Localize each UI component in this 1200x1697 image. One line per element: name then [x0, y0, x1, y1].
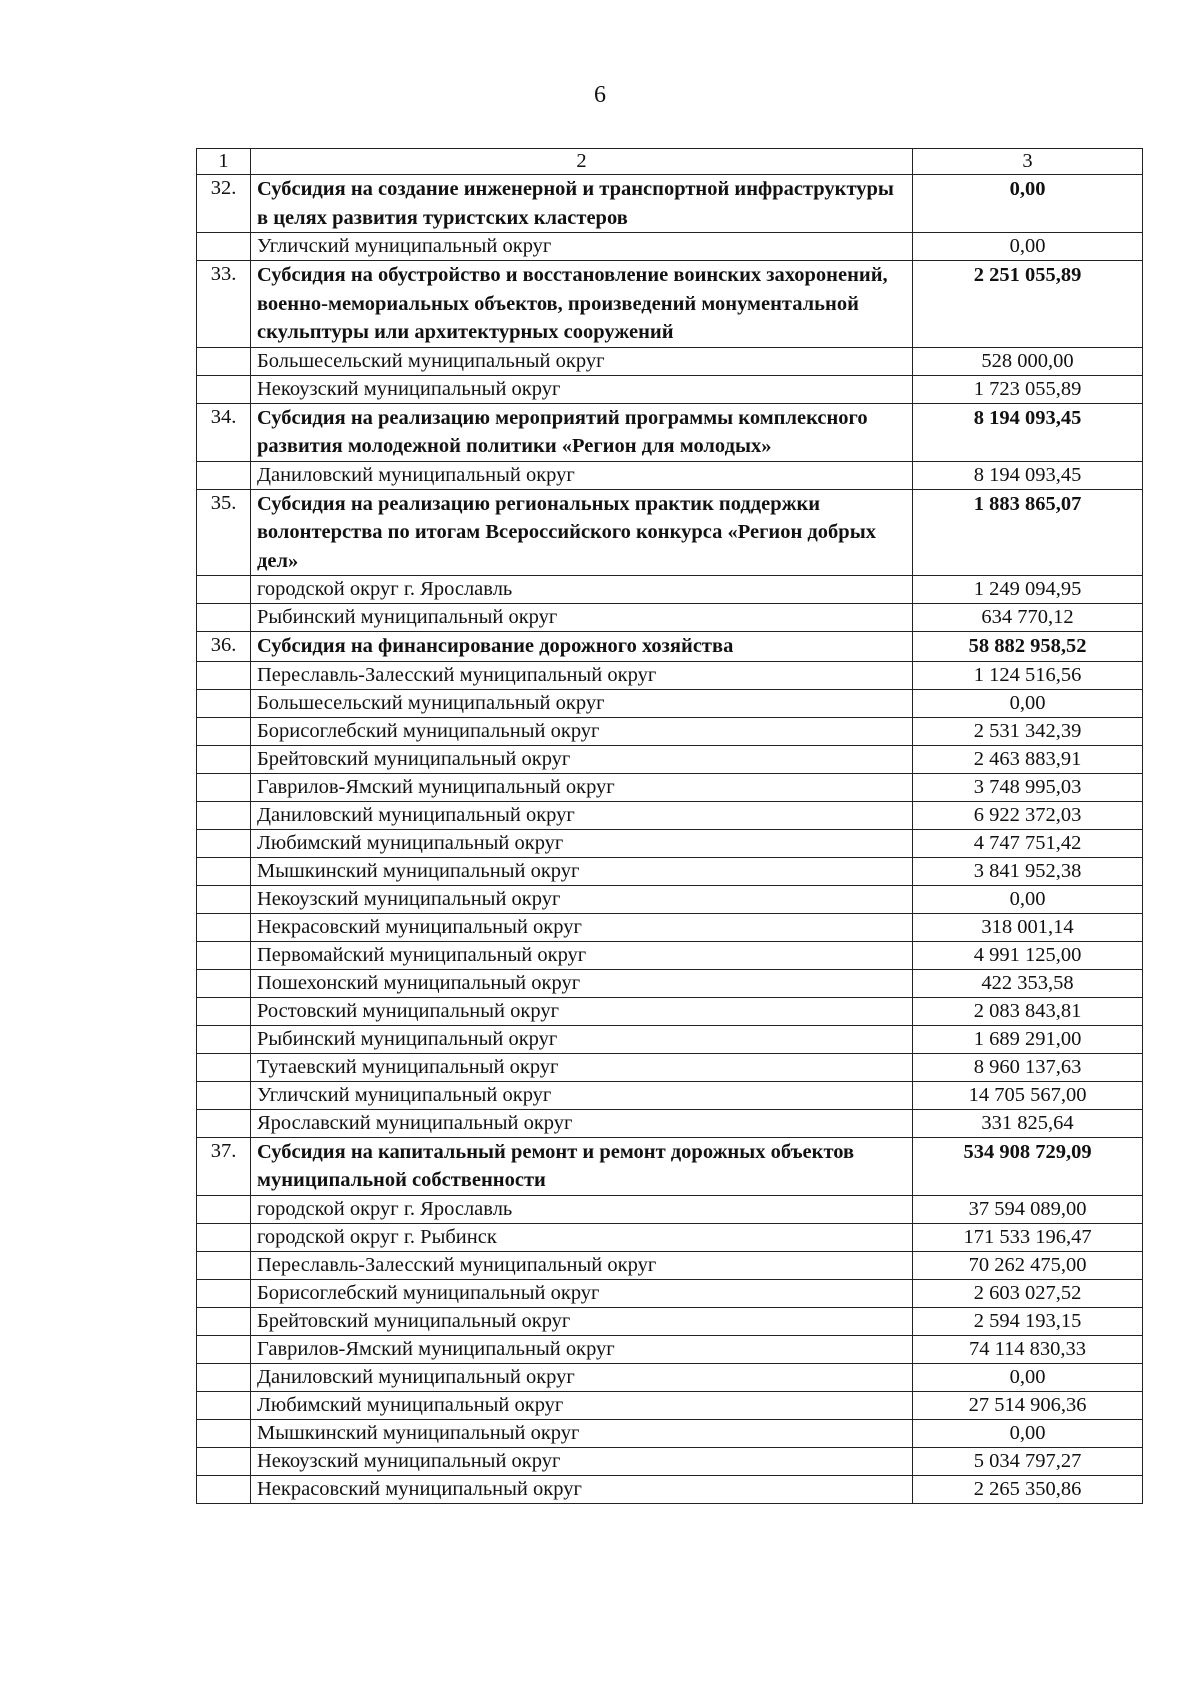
table-row: [197, 1223, 1143, 1251]
table-row: [197, 347, 1143, 375]
section-number: 33.: [197, 261, 251, 348]
row-number-cell: [197, 997, 251, 1025]
row-name: Угличский муниципальный округ: [251, 233, 913, 261]
table-row: [197, 461, 1143, 489]
row-name: Борисоглебский муниципальный округ: [251, 1279, 913, 1307]
row-name: Угличский муниципальный округ: [251, 1081, 913, 1109]
section-number: 34.: [197, 403, 251, 461]
row-value: 422 353,58: [913, 969, 1143, 997]
row-number-cell: [197, 1053, 251, 1081]
header-col-2: 2: [251, 149, 913, 175]
table-row: [197, 1025, 1143, 1053]
row-value: 2 531 342,39: [913, 717, 1143, 745]
row-name: Переславль-Залесский муниципальный округ: [251, 1251, 913, 1279]
row-value: 2 594 193,15: [913, 1307, 1143, 1335]
row-name: Рыбинский муниципальный округ: [251, 1025, 913, 1053]
row-name: Мышкинский муниципальный округ: [251, 857, 913, 885]
row-name: Некоузский муниципальный округ: [251, 375, 913, 403]
header-col-1: 1: [197, 149, 251, 175]
row-value: 0,00: [913, 1419, 1143, 1447]
row-number-cell: [197, 941, 251, 969]
row-number-cell: [197, 1251, 251, 1279]
row-name: Тутаевский муниципальный округ: [251, 1053, 913, 1081]
row-value: 2 603 027,52: [913, 1279, 1143, 1307]
table-row: [197, 689, 1143, 717]
row-value: 74 114 830,33: [913, 1335, 1143, 1363]
row-number-cell: [197, 1279, 251, 1307]
subsidy-table: [196, 148, 1143, 1504]
row-name: Борисоглебский муниципальный округ: [251, 717, 913, 745]
table-row: [197, 1081, 1143, 1109]
row-value: 0,00: [913, 885, 1143, 913]
row-number-cell: [197, 1025, 251, 1053]
row-number-cell: [197, 857, 251, 885]
section-row: [197, 489, 1143, 576]
row-number-cell: [197, 801, 251, 829]
row-name: Мышкинский муниципальный округ: [251, 1419, 913, 1447]
row-name: Даниловский муниципальный округ: [251, 1363, 913, 1391]
row-name: Первомайский муниципальный округ: [251, 941, 913, 969]
row-number-cell: [197, 661, 251, 689]
row-value: 528 000,00: [913, 347, 1143, 375]
row-name: Брейтовский муниципальный округ: [251, 745, 913, 773]
row-value: 2 265 350,86: [913, 1475, 1143, 1503]
section-title: Субсидия на капитальный ремонт и ремонт дорожных объектов муниципальной собственности: [251, 1137, 913, 1195]
row-name: Пошехонский муниципальный округ: [251, 969, 913, 997]
row-number-cell: [197, 604, 251, 632]
table-row: [197, 773, 1143, 801]
row-number-cell: [197, 1335, 251, 1363]
row-number-cell: [197, 885, 251, 913]
section-total: 2 251 055,89: [913, 261, 1143, 348]
table-row: [197, 1475, 1143, 1503]
row-value: 3 748 995,03: [913, 773, 1143, 801]
row-value: 6 922 372,03: [913, 801, 1143, 829]
row-name: Некоузский муниципальный округ: [251, 1447, 913, 1475]
row-name: городской округ г. Ярославль: [251, 1195, 913, 1223]
row-value: 1 723 055,89: [913, 375, 1143, 403]
table-row: [197, 857, 1143, 885]
row-value: 2 463 883,91: [913, 745, 1143, 773]
table-row: [197, 1419, 1143, 1447]
row-number-cell: [197, 745, 251, 773]
row-number-cell: [197, 461, 251, 489]
section-total: 1 883 865,07: [913, 489, 1143, 576]
table-row: [197, 1447, 1143, 1475]
row-number-cell: [197, 1447, 251, 1475]
section-number: 37.: [197, 1137, 251, 1195]
row-value: 3 841 952,38: [913, 857, 1143, 885]
section-number: 35.: [197, 489, 251, 576]
row-value: 70 262 475,00: [913, 1251, 1143, 1279]
row-value: 0,00: [913, 1363, 1143, 1391]
table-row: [197, 829, 1143, 857]
section-row: [197, 632, 1143, 662]
section-row: [197, 261, 1143, 348]
row-number-cell: [197, 969, 251, 997]
table-row: [197, 1363, 1143, 1391]
section-total: 58 882 958,52: [913, 632, 1143, 662]
row-value: 0,00: [913, 689, 1143, 717]
row-value: 4 747 751,42: [913, 829, 1143, 857]
section-title: Субсидия на реализацию мероприятий программы комплексного развития молодежной политики «Регион для молодых»: [251, 403, 913, 461]
row-value: 8 960 137,63: [913, 1053, 1143, 1081]
section-row: [197, 1137, 1143, 1195]
table-row: [197, 661, 1143, 689]
row-number-cell: [197, 1419, 251, 1447]
section-total: 0,00: [913, 175, 1143, 233]
row-value: 331 825,64: [913, 1109, 1143, 1137]
row-value: 634 770,12: [913, 604, 1143, 632]
header-col-3: 3: [913, 149, 1143, 175]
row-value: 1 249 094,95: [913, 576, 1143, 604]
row-number-cell: [197, 1109, 251, 1137]
section-total: 8 194 093,45: [913, 403, 1143, 461]
row-name: городской округ г. Ярославль: [251, 576, 913, 604]
row-value: 8 194 093,45: [913, 461, 1143, 489]
row-name: Большесельский муниципальный округ: [251, 347, 913, 375]
table-row: [197, 717, 1143, 745]
table-row: [197, 576, 1143, 604]
row-value: 2 083 843,81: [913, 997, 1143, 1025]
row-name: городской округ г. Рыбинск: [251, 1223, 913, 1251]
table-row: [197, 1335, 1143, 1363]
table-row: [197, 745, 1143, 773]
table-row: [197, 801, 1143, 829]
row-number-cell: [197, 829, 251, 857]
table-row: [197, 941, 1143, 969]
row-name: Некоузский муниципальный округ: [251, 885, 913, 913]
row-number-cell: [197, 347, 251, 375]
row-number-cell: [197, 375, 251, 403]
table-row: [197, 233, 1143, 261]
table-row: [197, 969, 1143, 997]
row-name: Даниловский муниципальный округ: [251, 461, 913, 489]
row-number-cell: [197, 233, 251, 261]
section-total: 534 908 729,09: [913, 1137, 1143, 1195]
table-row: [197, 1279, 1143, 1307]
row-name: Рыбинский муниципальный округ: [251, 604, 913, 632]
row-name: Гаврилов-Ямский муниципальный округ: [251, 773, 913, 801]
row-number-cell: [197, 1307, 251, 1335]
section-title: Субсидия на создание инженерной и транспортной инфраструктуры в целях развития туристских кластеров: [251, 175, 913, 233]
row-value: 171 533 196,47: [913, 1223, 1143, 1251]
section-title: Субсидия на финансирование дорожного хозяйства: [251, 632, 913, 662]
row-value: 5 034 797,27: [913, 1447, 1143, 1475]
row-name: Любимский муниципальный округ: [251, 1391, 913, 1419]
row-name: Любимский муниципальный округ: [251, 829, 913, 857]
table-row: [197, 997, 1143, 1025]
row-value: 37 594 089,00: [913, 1195, 1143, 1223]
row-name: Ярославский муниципальный округ: [251, 1109, 913, 1137]
table-row: [197, 1307, 1143, 1335]
row-name: Большесельский муниципальный округ: [251, 689, 913, 717]
row-value: 318 001,14: [913, 913, 1143, 941]
row-number-cell: [197, 576, 251, 604]
row-number-cell: [197, 717, 251, 745]
row-number-cell: [197, 1475, 251, 1503]
row-number-cell: [197, 913, 251, 941]
table-row: [197, 375, 1143, 403]
row-number-cell: [197, 1081, 251, 1109]
row-number-cell: [197, 773, 251, 801]
table-row: [197, 1391, 1143, 1419]
row-name: Даниловский муниципальный округ: [251, 801, 913, 829]
section-title: Субсидия на обустройство и восстановление воинских захоронений, военно-мемориальных объектов, произведений монументальной скульптуры или архитектурных сооружений: [251, 261, 913, 348]
row-value: 1 124 516,56: [913, 661, 1143, 689]
table-row: [197, 885, 1143, 913]
row-number-cell: [197, 1223, 251, 1251]
table-row: [197, 913, 1143, 941]
row-name: Некрасовский муниципальный округ: [251, 913, 913, 941]
section-row: [197, 175, 1143, 233]
section-title: Субсидия на реализацию региональных практик поддержки волонтерства по итогам Всероссийского конкурса «Регион добрых дел»: [251, 489, 913, 576]
row-value: 27 514 906,36: [913, 1391, 1143, 1419]
table-row: [197, 1195, 1143, 1223]
row-value: 4 991 125,00: [913, 941, 1143, 969]
row-name: Переславль-Залесский муниципальный округ: [251, 661, 913, 689]
row-value: 0,00: [913, 233, 1143, 261]
row-name: Некрасовский муниципальный округ: [251, 1475, 913, 1503]
table-row: [197, 1053, 1143, 1081]
subsidy-table-body: [197, 149, 1143, 1504]
row-number-cell: [197, 1391, 251, 1419]
row-name: Брейтовский муниципальный округ: [251, 1307, 913, 1335]
section-number: 32.: [197, 175, 251, 233]
row-number-cell: [197, 1195, 251, 1223]
row-number-cell: [197, 1363, 251, 1391]
page-number: 6: [594, 82, 606, 108]
section-row: [197, 403, 1143, 461]
table-header-row: [197, 149, 1143, 175]
row-value: 14 705 567,00: [913, 1081, 1143, 1109]
row-value: 1 689 291,00: [913, 1025, 1143, 1053]
section-number: 36.: [197, 632, 251, 662]
table-row: [197, 604, 1143, 632]
table-row: [197, 1251, 1143, 1279]
row-name: Ростовский муниципальный округ: [251, 997, 913, 1025]
table-row: [197, 1109, 1143, 1137]
row-number-cell: [197, 689, 251, 717]
row-name: Гаврилов-Ямский муниципальный округ: [251, 1335, 913, 1363]
